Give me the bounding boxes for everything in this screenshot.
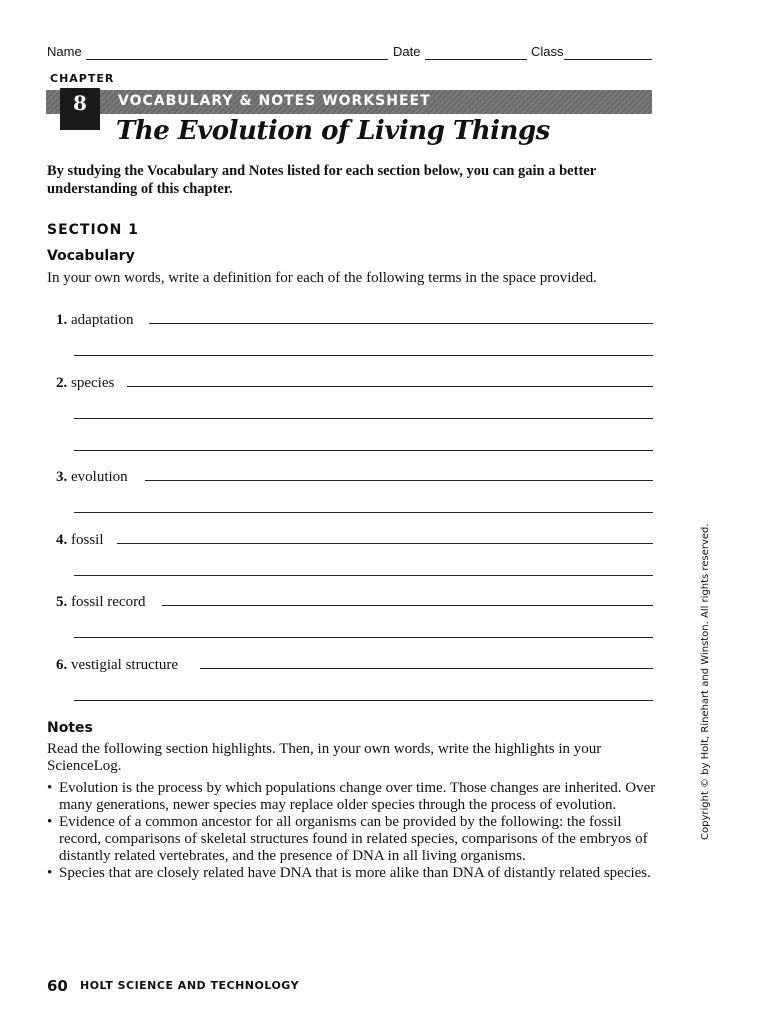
term-text: adaptation: [71, 312, 134, 328]
answer-line[interactable]: [74, 355, 653, 356]
list-item: • Evidence of a common ancestor for all organisms can be provided by the following: the fossil record, comparisons of skeletal structures found in related species, comparisons of the embryos of distantly related vertebrates, and the presence of DNA in all living organisms.: [47, 814, 659, 865]
book-title: HOLT SCIENCE AND TECHNOLOGY: [80, 979, 300, 992]
vocab-term: [56, 657, 178, 674]
notes-list: [47, 780, 659, 882]
worksheet-banner-text: VOCABULARY & NOTES WORKSHEET: [118, 93, 431, 109]
answer-line[interactable]: [74, 700, 653, 701]
vocab-term: [56, 375, 114, 392]
answer-line[interactable]: [74, 450, 653, 451]
notes-heading: Notes: [47, 720, 93, 736]
term-number: 5.: [56, 594, 68, 610]
copyright-notice: Copyright © by Holt, Rinehart and Winston. All rights reserved.: [700, 523, 711, 840]
vocab-term: [56, 594, 146, 611]
name-field[interactable]: [86, 59, 388, 60]
intro-text: By studying the Vocabulary and Notes listed for each section below, you can gain a better understanding of this chapter.: [47, 163, 596, 197]
answer-line[interactable]: [162, 605, 653, 606]
term-text: fossil record: [71, 594, 146, 610]
vocab-term: [56, 312, 133, 329]
term-text: vestigial structure: [71, 657, 179, 673]
vocab-term: [56, 469, 128, 486]
answer-line[interactable]: [74, 637, 653, 638]
list-item: • Evolution is the process by which populations change over time. Those changes are inherited. Over many generations, newer species may replace older species through the process of evolution.: [47, 780, 659, 814]
answer-line[interactable]: [74, 575, 653, 576]
answer-line[interactable]: [74, 512, 653, 513]
name-label: Name: [47, 44, 82, 59]
term-number: 3.: [56, 469, 68, 485]
term-number: 1.: [56, 312, 68, 328]
chapter-number-badge: 8: [60, 88, 100, 130]
term-text: species: [71, 375, 115, 391]
notes-instructions: Read the following section highlights. Then, in your own words, write the highlights in your ScienceLog.: [47, 741, 602, 774]
list-item: • Species that are closely related have DNA that is more alike than DNA of distantly related species.: [47, 865, 659, 882]
vocabulary-instructions: In your own words, write a definition for each of the following terms in the space provided.: [47, 270, 597, 286]
date-label: Date: [393, 44, 421, 59]
section-heading: SECTION 1: [47, 222, 139, 238]
chapter-label: CHAPTER: [50, 72, 115, 85]
class-field[interactable]: [564, 59, 652, 60]
term-text: fossil: [71, 532, 104, 548]
term-number: 2.: [56, 375, 68, 391]
vocab-term: [56, 532, 104, 549]
page-number: 60: [47, 977, 68, 995]
vocabulary-heading: Vocabulary: [47, 248, 135, 264]
class-label: Class: [531, 44, 564, 59]
date-field[interactable]: [425, 59, 527, 60]
answer-line[interactable]: [149, 323, 653, 324]
answer-line[interactable]: [127, 386, 653, 387]
term-text: evolution: [71, 469, 128, 485]
answer-line[interactable]: [74, 418, 653, 419]
term-number: 6.: [56, 657, 68, 673]
term-number: 4.: [56, 532, 68, 548]
page-title: The Evolution of Living Things: [116, 116, 550, 146]
answer-line[interactable]: [145, 480, 653, 481]
answer-line[interactable]: [200, 668, 653, 669]
answer-line[interactable]: [117, 543, 653, 544]
